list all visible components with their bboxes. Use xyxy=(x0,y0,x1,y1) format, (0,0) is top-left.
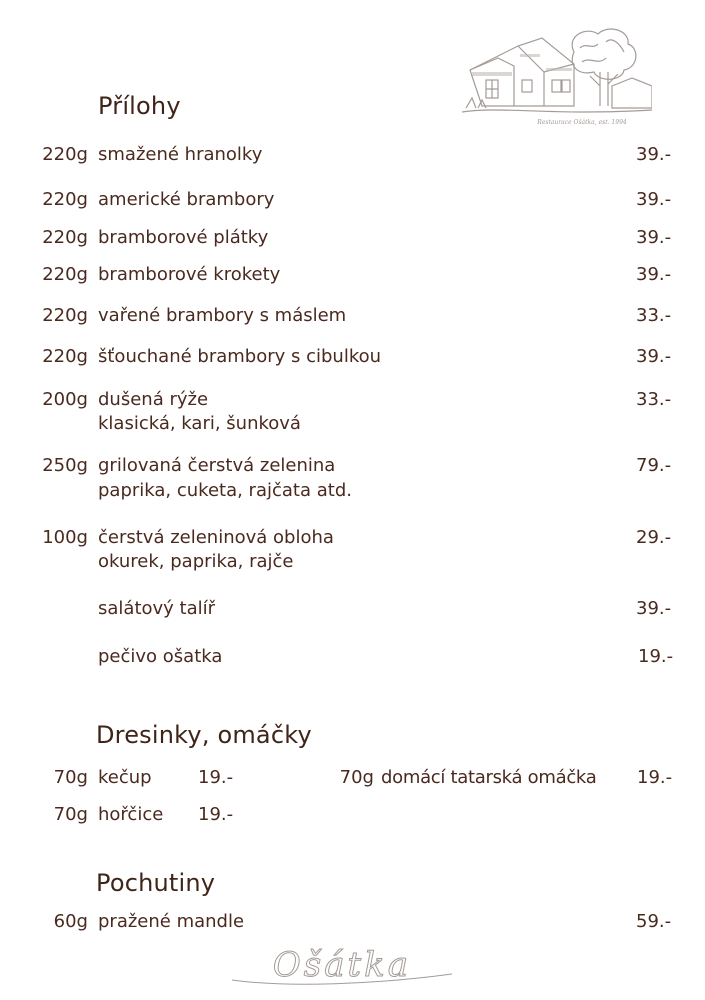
item-price: 19.- xyxy=(198,804,234,825)
item-weight: 220g xyxy=(42,227,88,248)
item-name: grilovaná čerstvá zelenina xyxy=(98,455,336,476)
item-name: dušená rýže xyxy=(98,389,209,410)
item-name: bramborové krokety xyxy=(98,264,281,285)
item-weight: 220g xyxy=(42,305,88,326)
item-price: 33.- xyxy=(636,389,672,410)
item-price: 39.- xyxy=(636,144,672,165)
item-weight: 200g xyxy=(42,389,88,410)
item-name: pražené mandle xyxy=(98,911,245,932)
item-price: 19.- xyxy=(638,646,674,667)
item-detail: klasická, kari, šunková xyxy=(98,413,301,434)
item-name: domácí tatarská omáčka xyxy=(381,767,597,788)
item-name: kečup xyxy=(98,767,152,788)
item-name: šťouchané brambory s cibulkou xyxy=(98,346,382,367)
item-name: bramborové plátky xyxy=(98,227,269,248)
item-price: 39.- xyxy=(636,189,672,210)
item-detail: paprika, cuketa, rajčata atd. xyxy=(98,480,352,501)
item-price: 19.- xyxy=(637,767,673,788)
item-name: americké brambory xyxy=(98,189,275,210)
item-weight: 220g xyxy=(42,144,88,165)
item-name: salátový talíř xyxy=(98,598,216,619)
section-title-dresinky: Dresinky, omáčky xyxy=(96,721,312,749)
item-detail: okurek, paprika, rajče xyxy=(98,551,294,572)
item-name: smažené hranolky xyxy=(98,144,263,165)
item-name: vařené brambory s máslem xyxy=(98,305,347,326)
item-price: 39.- xyxy=(636,346,672,367)
item-price: 39.- xyxy=(636,227,672,248)
item-price: 39.- xyxy=(636,598,672,619)
signature-text: Ošátka xyxy=(272,945,412,985)
item-price: 59.- xyxy=(636,911,672,932)
item-weight: 250g xyxy=(42,455,88,476)
item-name: hořčice xyxy=(98,804,164,825)
item-name: čerstvá zeleninová obloha xyxy=(98,527,334,548)
item-weight: 220g xyxy=(42,264,88,285)
item-weight: 70g xyxy=(339,767,374,788)
item-weight: 220g xyxy=(42,346,88,367)
item-weight: 60g xyxy=(53,911,88,932)
item-price: 33.- xyxy=(636,305,672,326)
item-price: 39.- xyxy=(636,264,672,285)
item-price: 19.- xyxy=(198,767,234,788)
item-price: 79.- xyxy=(636,455,672,476)
item-price: 29.- xyxy=(636,527,672,548)
item-weight: 220g xyxy=(42,189,88,210)
item-name: pečivo ošatka xyxy=(98,646,223,667)
item-weight: 70g xyxy=(53,804,88,825)
farmhouse-sketch-icon xyxy=(462,28,652,130)
section-title-prilohy: Přílohy xyxy=(98,92,181,120)
item-weight: 100g xyxy=(42,527,88,548)
section-title-pochutiny: Pochutiny xyxy=(96,869,216,897)
item-weight: 70g xyxy=(53,767,88,788)
logo-caption: Restaurace Ošátka, est. 1994 xyxy=(537,119,627,126)
osatka-signature-icon xyxy=(228,944,456,988)
